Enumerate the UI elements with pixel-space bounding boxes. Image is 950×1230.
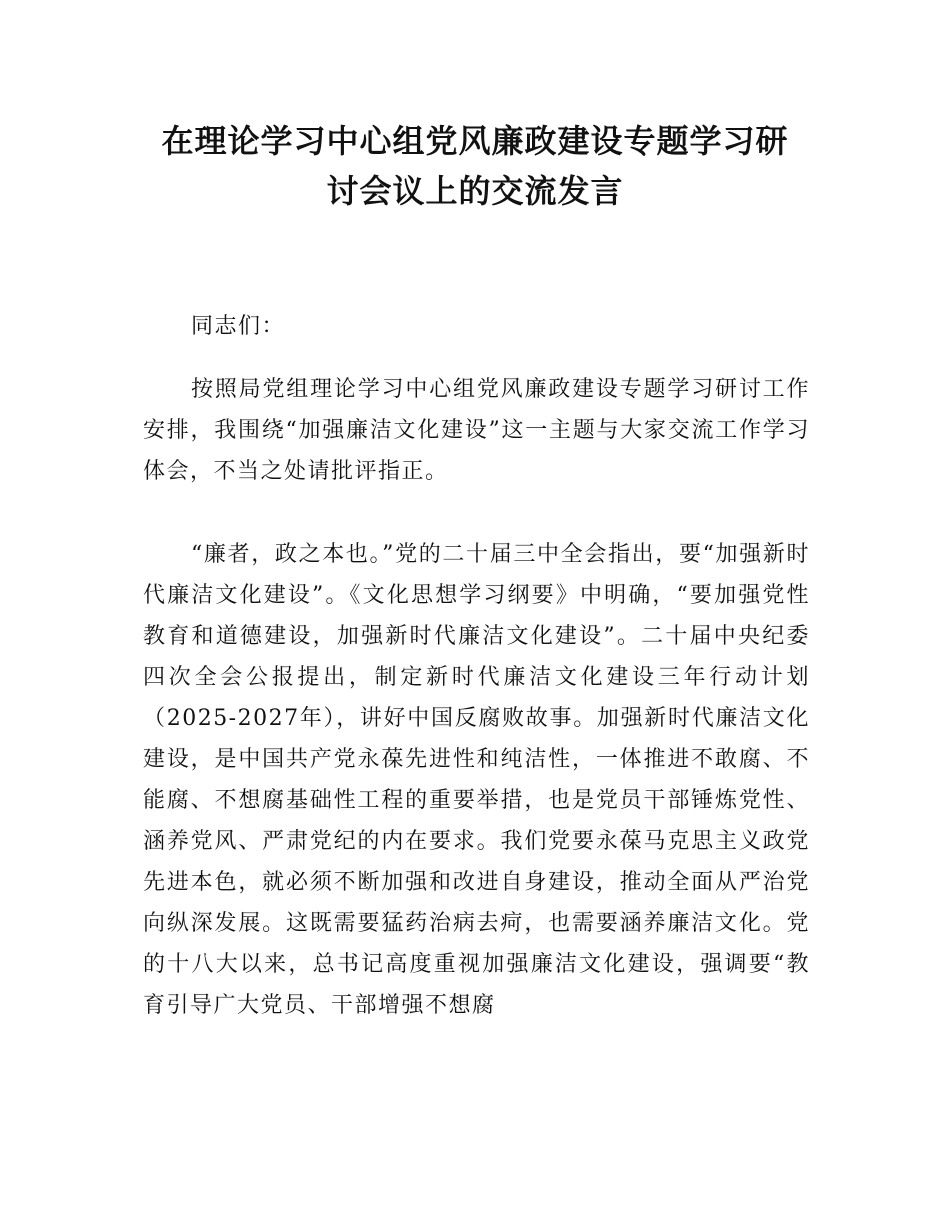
greeting: 同志们：: [191, 314, 286, 339]
paragraph-2: “廉者，政之本也。”党的二十届三中全会指出，要“加强新时代廉洁文化建设”。《文化思想学习纲要》中明确，“要加强党性教育和道德建设，加强新时代廉洁文化建设”。二十届中央纪委四次全会公报提出，制定新时代廉洁文化建设三年行动计划（2025-2027年），讲好中国反腐败故事。加强新时代廉洁文化建设，是中国共产党永葆先进性和纯洁性，一体推进不敢腐、不能腐、不想腐基础性工程的重要举措，也是党员干部锤炼党性、涵养党风、严肃党纪的内在要求。我们党要永葆马克思主义政党先进本色，就必须不断加强和改进自身建设，推动全面从严治党向纵深发展。这既需要猛药治病去疴，也需要涵养廉洁文化。党的十八大以来，总书记高度重视加强廉洁文化建设，强调要“教育引导广大党员、干部增强不想腐: [143, 542, 810, 1018]
document-title: [100, 116, 850, 216]
paragraph-1: 按照局党组理论学习中心组党风廉政建设专题学习研讨工作安排，我围绕“加强廉洁文化建设”这一主题与大家交流工作学习体会，不当之处请批评指正。: [143, 377, 810, 484]
title-line-2: 讨会议上的交流发言: [326, 172, 624, 210]
title-line-1: 在理论学习中心组党风廉政建设专题学习研: [161, 122, 789, 160]
